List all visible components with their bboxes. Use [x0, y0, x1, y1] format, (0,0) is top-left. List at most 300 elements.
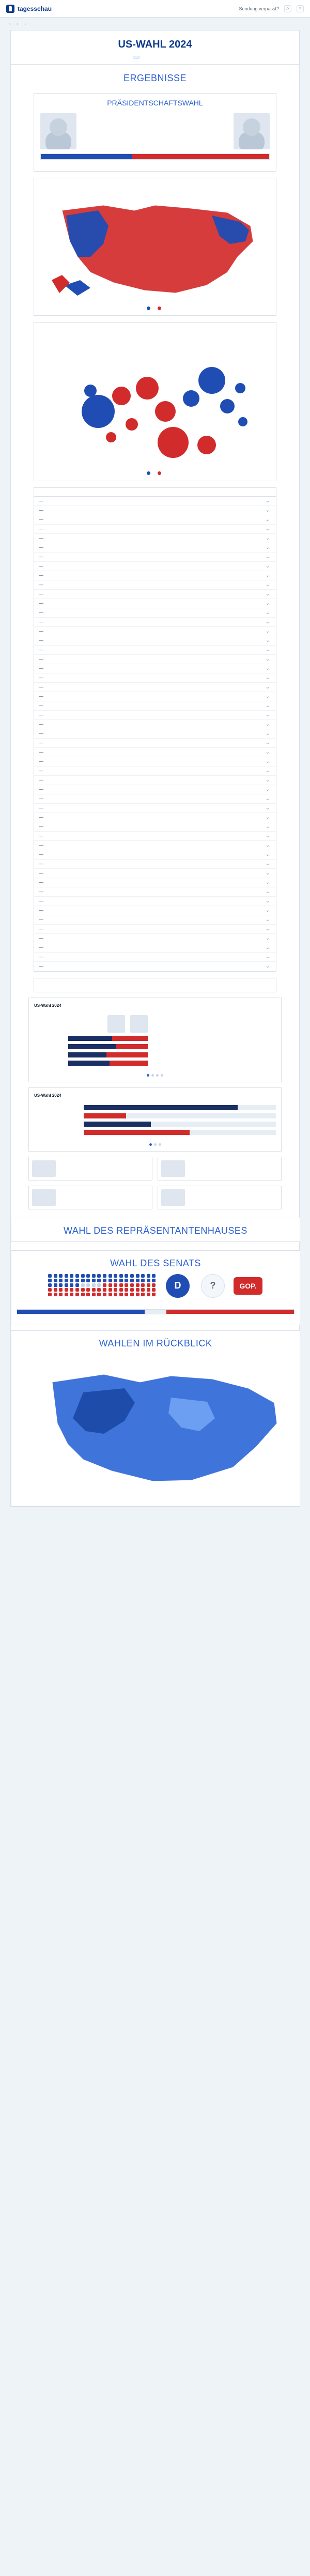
- chevron-down-icon[interactable]: ⌄: [265, 833, 270, 839]
- retro-title: WAHLEN IM RÜCKBLICK: [99, 1338, 212, 1348]
- chevron-down-icon[interactable]: ⌄: [265, 842, 270, 848]
- mini-chart-1-top: [29, 998, 281, 1008]
- chevron-down-icon[interactable]: ⌄: [265, 935, 270, 941]
- state-row[interactable]: [34, 897, 276, 906]
- senate-seat: [119, 1288, 123, 1292]
- senate-seat: [114, 1288, 117, 1292]
- house-section: [11, 1218, 300, 1242]
- chevron-down-icon[interactable]: ⌄: [265, 637, 270, 643]
- candidate-photo-right: [234, 113, 270, 149]
- chevron-down-icon[interactable]: ⌄: [265, 963, 270, 969]
- state-row[interactable]: [34, 720, 276, 729]
- chevron-down-icon[interactable]: ⌄: [265, 516, 270, 523]
- pager-dot[interactable]: [149, 1143, 152, 1146]
- mini-chart-2-left: [34, 1105, 276, 1135]
- states-rows: [34, 497, 276, 971]
- chevron-down-icon[interactable]: ⌄: [265, 554, 270, 560]
- candidate-photo-left: [40, 113, 76, 149]
- chevron-down-icon[interactable]: ⌄: [265, 795, 270, 802]
- state-name: —: [39, 777, 43, 783]
- state-name: —: [39, 703, 43, 708]
- state-row[interactable]: [34, 580, 276, 590]
- state-row[interactable]: [34, 841, 276, 850]
- senate-seat: [114, 1283, 117, 1287]
- senate-seat: [141, 1283, 145, 1287]
- chevron-down-icon[interactable]: ⌄: [265, 581, 270, 588]
- chevron-down-icon[interactable]: ⌄: [265, 619, 270, 625]
- state-row[interactable]: [34, 608, 276, 618]
- state-name: —: [39, 908, 43, 913]
- senate-seat: [97, 1288, 101, 1292]
- search-icon[interactable]: ⌕: [284, 5, 291, 12]
- state-name: —: [39, 722, 43, 727]
- mini-chart-1-left: [34, 1015, 148, 1066]
- state-row[interactable]: [34, 646, 276, 655]
- tab-item[interactable]: [183, 56, 190, 59]
- senate-seat: [130, 1293, 134, 1296]
- chevron-down-icon[interactable]: ⌄: [265, 786, 270, 792]
- senate-seat: [119, 1283, 123, 1287]
- senate-seat: [70, 1293, 73, 1296]
- chevron-down-icon[interactable]: ⌄: [265, 926, 270, 932]
- senate-seat: [136, 1274, 140, 1278]
- senate-seat: [92, 1283, 96, 1287]
- state-row[interactable]: [34, 711, 276, 720]
- senate-seat: [147, 1274, 150, 1278]
- senate-seat: [136, 1293, 140, 1296]
- senate-seat: [86, 1288, 90, 1292]
- senate-seat: [75, 1283, 79, 1287]
- mini-chart-2-row: [34, 1122, 276, 1127]
- chevron-down-icon[interactable]: ⌄: [265, 563, 270, 569]
- pager[interactable]: [29, 1071, 281, 1082]
- state-name: —: [39, 535, 43, 541]
- chevron-down-icon[interactable]: ⌄: [265, 609, 270, 616]
- chevron-down-icon[interactable]: ⌄: [265, 814, 270, 820]
- brand-name: tagesschau: [18, 5, 52, 12]
- senate-party-badges: [163, 1274, 263, 1300]
- chevron-down-icon[interactable]: ⌄: [265, 870, 270, 876]
- mini-chart-1-row: [34, 1052, 148, 1057]
- state-name: —: [39, 498, 43, 503]
- mini-chart-1-candidate-right: [130, 1015, 148, 1033]
- senate-seat: [92, 1288, 96, 1292]
- state-row[interactable]: [34, 571, 276, 580]
- state-name: —: [39, 508, 43, 513]
- senate-seat: [103, 1279, 106, 1282]
- state-row[interactable]: [34, 673, 276, 683]
- mini-chart-1-body: [29, 1010, 281, 1071]
- state-map-svg: [41, 195, 269, 303]
- mini-chart-1-kicker: US-Wahl 2024: [34, 1003, 61, 1008]
- state-name: —: [39, 805, 43, 810]
- tab-item[interactable]: [120, 56, 127, 59]
- mini-chart-1-bar-left: [68, 1036, 112, 1041]
- chevron-down-icon[interactable]: ⌄: [265, 535, 270, 541]
- chevron-down-icon[interactable]: ⌄: [265, 572, 270, 578]
- state-name: —: [39, 926, 43, 931]
- senate-seat: [75, 1288, 79, 1292]
- state-row[interactable]: [34, 776, 276, 785]
- dem-badge-icon: D: [166, 1274, 190, 1298]
- senate-seat: [59, 1288, 63, 1292]
- bubble-map-svg: [41, 339, 269, 468]
- senate-seat: [97, 1293, 101, 1296]
- senate-seat: [152, 1279, 156, 1282]
- bubble: [238, 417, 247, 426]
- senate-seat: [86, 1293, 90, 1296]
- state-row[interactable]: [34, 794, 276, 804]
- bubble: [197, 436, 216, 454]
- bubble: [198, 367, 225, 394]
- state-name: —: [39, 638, 43, 643]
- state-name: —: [39, 787, 43, 792]
- legend-dot-rep: [158, 471, 161, 475]
- chevron-down-icon[interactable]: ⌄: [265, 628, 270, 634]
- senate-seat: [59, 1293, 63, 1296]
- state-name: —: [39, 601, 43, 606]
- mini-chart-1-bar: [68, 1052, 148, 1057]
- state-row[interactable]: [34, 953, 276, 962]
- senate-seat: [70, 1283, 73, 1287]
- retro-map-svg: [21, 1361, 290, 1496]
- senate-seat: [130, 1283, 134, 1287]
- promo-item[interactable]: [158, 1157, 282, 1180]
- senate-seat: [86, 1283, 90, 1287]
- brand[interactable]: [6, 5, 52, 13]
- senate-seat: [75, 1293, 79, 1296]
- pager[interactable]: [29, 1140, 281, 1151]
- mini-chart-2: [28, 1087, 282, 1152]
- promo-item[interactable]: [28, 1157, 152, 1180]
- state-name: —: [39, 545, 43, 550]
- chevron-down-icon[interactable]: ⌄: [265, 693, 270, 699]
- state-row[interactable]: [34, 739, 276, 748]
- senate-seat: [48, 1293, 52, 1296]
- senate-seat: [54, 1293, 57, 1296]
- senate-seat: [136, 1283, 140, 1287]
- promo-thumbnail: [161, 1189, 185, 1206]
- bubble: [112, 387, 131, 405]
- state-name: —: [39, 815, 43, 820]
- state-row[interactable]: [34, 766, 276, 776]
- chevron-down-icon[interactable]: ⌄: [265, 898, 270, 904]
- bubble: [106, 432, 116, 442]
- legend-dot-dem: [147, 306, 150, 310]
- senate-seat: [141, 1288, 145, 1292]
- pager-dot[interactable]: [154, 1143, 157, 1146]
- mini-chart-2-top: [29, 1088, 281, 1098]
- senate-seat: [119, 1274, 123, 1278]
- state-map-card: [34, 178, 276, 316]
- state-row[interactable]: [34, 506, 276, 515]
- state-row[interactable]: [34, 757, 276, 766]
- state-name: —: [39, 573, 43, 578]
- chevron-down-icon[interactable]: ⌄: [265, 749, 270, 755]
- senate-bar-dem: [17, 1310, 145, 1314]
- senate-title: WAHL DES SENATS: [110, 1258, 201, 1268]
- state-row[interactable]: [34, 590, 276, 599]
- chevron-down-icon[interactable]: ⌄: [265, 740, 270, 746]
- chevron-down-icon[interactable]: ⌄: [265, 712, 270, 718]
- state-name: —: [39, 731, 43, 736]
- chevron-down-icon[interactable]: ⌄: [265, 721, 270, 727]
- state-name: —: [39, 833, 43, 838]
- state-row[interactable]: [34, 915, 276, 925]
- chevron-down-icon[interactable]: ⌄: [265, 851, 270, 857]
- state-name: —: [39, 824, 43, 829]
- chevron-down-icon[interactable]: ⌄: [265, 888, 270, 895]
- state-row[interactable]: [34, 887, 276, 897]
- page-title: US-WAHL 2024: [118, 39, 192, 50]
- state-row[interactable]: [34, 943, 276, 953]
- state-row[interactable]: [34, 515, 276, 525]
- topbar: [0, 0, 310, 18]
- senate-seat: [103, 1274, 106, 1278]
- senate-seat: [109, 1288, 112, 1292]
- state-row[interactable]: [34, 497, 276, 506]
- pager-dot[interactable]: [151, 1074, 154, 1077]
- mini-chart-2-bar: [84, 1113, 276, 1118]
- source: [34, 167, 276, 171]
- ind-badge-icon: ?: [201, 1274, 225, 1298]
- state-row[interactable]: [34, 925, 276, 934]
- chevron-down-icon[interactable]: ⌄: [265, 600, 270, 606]
- senate-seat: [70, 1288, 73, 1292]
- result-bar: [40, 154, 270, 160]
- state-name: —: [39, 694, 43, 699]
- senate-text: [11, 1320, 300, 1325]
- senate-seat: [130, 1274, 134, 1278]
- chevron-down-icon[interactable]: ⌄: [265, 498, 270, 504]
- senate-seat: [81, 1288, 85, 1292]
- senate-seat: [147, 1293, 150, 1296]
- state-name: —: [39, 619, 43, 624]
- mini-chart-2-bar: [84, 1105, 276, 1110]
- pager-dot[interactable]: [147, 1074, 149, 1077]
- state-name: —: [39, 880, 43, 885]
- senate-seat: [141, 1274, 145, 1278]
- senate-section: [11, 1250, 300, 1325]
- senate-seat: [136, 1288, 140, 1292]
- bubble: [235, 383, 245, 393]
- bubble: [183, 390, 199, 407]
- chevron-down-icon[interactable]: ⌄: [265, 507, 270, 513]
- chevron-down-icon[interactable]: ⌄: [265, 656, 270, 662]
- legend-rep: [158, 471, 163, 475]
- senate-seat: [141, 1293, 145, 1296]
- state-row[interactable]: [34, 785, 276, 794]
- state-name: —: [39, 591, 43, 596]
- chevron-down-icon[interactable]: ⌄: [265, 758, 270, 764]
- senate-seat: [81, 1283, 85, 1287]
- chevron-down-icon[interactable]: ⌄: [265, 730, 270, 737]
- pager-dot[interactable]: [156, 1074, 159, 1077]
- mini-chart-1-row: [34, 1036, 148, 1041]
- senate-seat: [59, 1283, 63, 1287]
- senate-seat: [86, 1279, 90, 1282]
- senate-seat: [141, 1279, 145, 1282]
- senate-seat: [152, 1288, 156, 1292]
- state-row[interactable]: [34, 655, 276, 664]
- legend-rep: [158, 306, 163, 310]
- state-name: —: [39, 852, 43, 857]
- senate-seat-grid: [48, 1274, 157, 1296]
- state-name: —: [39, 954, 43, 959]
- senate-seat: [147, 1288, 150, 1292]
- state-name: —: [39, 963, 43, 969]
- chevron-down-icon[interactable]: ⌄: [265, 823, 270, 830]
- state-row[interactable]: [34, 934, 276, 943]
- state-row[interactable]: [34, 748, 276, 757]
- tab-item[interactable]: [146, 56, 152, 59]
- state-row[interactable]: [34, 906, 276, 915]
- state-row[interactable]: [34, 822, 276, 832]
- senate-seat: [130, 1279, 134, 1282]
- mini-chart-2-kicker: US-Wahl 2024: [34, 1093, 61, 1098]
- state-row[interactable]: [34, 534, 276, 543]
- state-name: —: [39, 889, 43, 894]
- result-bar-rep: [132, 154, 269, 159]
- rep-badge-icon: GOP.: [234, 1277, 262, 1295]
- state-row[interactable]: [34, 525, 276, 534]
- pager-dot[interactable]: [161, 1074, 163, 1077]
- chevron-down-icon[interactable]: ⌄: [265, 665, 270, 671]
- bubble-map-card: [34, 322, 276, 481]
- state-row[interactable]: [34, 850, 276, 860]
- hero: [10, 30, 300, 1507]
- hero-tabs: [11, 56, 299, 65]
- state-name: —: [39, 563, 43, 569]
- promo-grid: [28, 1157, 282, 1209]
- chevron-down-icon[interactable]: ⌄: [265, 805, 270, 811]
- state-row[interactable]: [34, 860, 276, 869]
- state-row[interactable]: [34, 962, 276, 971]
- senate-seat: [81, 1293, 85, 1296]
- state-map-legend: [34, 303, 276, 315]
- state-row[interactable]: [34, 804, 276, 813]
- menu-icon[interactable]: ≡: [297, 5, 304, 12]
- senate-seat: [152, 1283, 156, 1287]
- senate-seat: [75, 1279, 79, 1282]
- senate-seat: [114, 1293, 117, 1296]
- senate-bar-mid: [145, 1310, 167, 1314]
- mini-chart-1-bar: [68, 1061, 148, 1066]
- senate-seat: [65, 1293, 68, 1296]
- chevron-down-icon[interactable]: ⌄: [265, 907, 270, 913]
- mini-chart-1-candidate-left: [107, 1015, 125, 1033]
- legend-dem: [147, 471, 152, 475]
- tab-item[interactable]: [159, 56, 165, 59]
- chevron-down-icon[interactable]: ⌄: [265, 591, 270, 597]
- chevron-down-icon[interactable]: ⌄: [265, 702, 270, 709]
- senate-bar-rep: [166, 1310, 294, 1314]
- state-row[interactable]: [34, 599, 276, 608]
- state-row[interactable]: [34, 627, 276, 636]
- state-name: —: [39, 656, 43, 662]
- state-name: —: [39, 861, 43, 866]
- senate-seat: [109, 1283, 112, 1287]
- state-name: —: [39, 842, 43, 848]
- state-name: —: [39, 917, 43, 922]
- senate-seat: [65, 1279, 68, 1282]
- senate-bar: [17, 1309, 295, 1314]
- senate-seat: [103, 1288, 106, 1292]
- chevron-down-icon[interactable]: ⌄: [265, 674, 270, 681]
- senate-seat: [125, 1279, 128, 1282]
- state-row[interactable]: [34, 869, 276, 878]
- retro-section: [11, 1330, 300, 1507]
- state-row[interactable]: [34, 562, 276, 571]
- state-row[interactable]: [34, 553, 276, 562]
- bubble: [220, 399, 235, 413]
- state-name: —: [39, 898, 43, 903]
- chevron-down-icon[interactable]: ⌄: [265, 544, 270, 550]
- state-row[interactable]: [34, 832, 276, 841]
- tab-item[interactable]: [171, 56, 177, 59]
- state-row[interactable]: [34, 636, 276, 646]
- senate-seat: [125, 1293, 128, 1296]
- state-row[interactable]: [34, 729, 276, 739]
- state-name: —: [39, 517, 43, 522]
- chevron-down-icon[interactable]: ⌄: [265, 916, 270, 923]
- state-name: —: [39, 936, 43, 941]
- pager-dot[interactable]: [159, 1143, 161, 1146]
- senate-seat: [54, 1283, 57, 1287]
- state-row[interactable]: [34, 813, 276, 822]
- state-row[interactable]: [34, 692, 276, 701]
- candidates: [34, 110, 276, 149]
- bubble-map-heading: [34, 323, 276, 328]
- senate-seat: [130, 1288, 134, 1292]
- chevron-down-icon[interactable]: ⌄: [265, 944, 270, 950]
- promo-item[interactable]: [28, 1186, 152, 1209]
- state-map-text: [34, 183, 276, 192]
- senate-seat: [125, 1274, 128, 1278]
- senate-seat: [48, 1288, 52, 1292]
- bubble: [155, 401, 176, 422]
- promo-item[interactable]: [158, 1186, 282, 1209]
- chevron-down-icon[interactable]: ⌄: [265, 647, 270, 653]
- senate-seat: [86, 1274, 90, 1278]
- chevron-down-icon[interactable]: ⌄: [265, 777, 270, 783]
- state-row[interactable]: [34, 878, 276, 887]
- chevron-down-icon[interactable]: ⌄: [265, 861, 270, 867]
- chevron-down-icon[interactable]: ⌄: [265, 526, 270, 532]
- mini-chart-1-row: [34, 1044, 148, 1049]
- senate-wrap: [11, 1274, 300, 1306]
- state-name: —: [39, 554, 43, 559]
- mini-chart-2-bars: [34, 1105, 276, 1135]
- promo-thumbnail: [161, 1160, 185, 1177]
- state-row[interactable]: [34, 664, 276, 673]
- legend-dot-dem: [147, 471, 150, 475]
- state-row[interactable]: [34, 701, 276, 711]
- senate-seat: [97, 1274, 101, 1278]
- chevron-down-icon[interactable]: ⌄: [265, 879, 270, 885]
- state-row[interactable]: [34, 543, 276, 553]
- chevron-down-icon[interactable]: ⌄: [265, 768, 270, 774]
- state-name: —: [39, 582, 43, 587]
- chevron-down-icon[interactable]: ⌄: [265, 684, 270, 690]
- survey-heading: [34, 978, 276, 984]
- top-link[interactable]: Sendung verpasst?: [239, 6, 279, 11]
- tab-item-active[interactable]: [133, 56, 140, 59]
- state-row[interactable]: [34, 618, 276, 627]
- state-row[interactable]: [34, 683, 276, 692]
- promo-thumbnail: [32, 1189, 56, 1206]
- chevron-down-icon[interactable]: ⌄: [265, 954, 270, 960]
